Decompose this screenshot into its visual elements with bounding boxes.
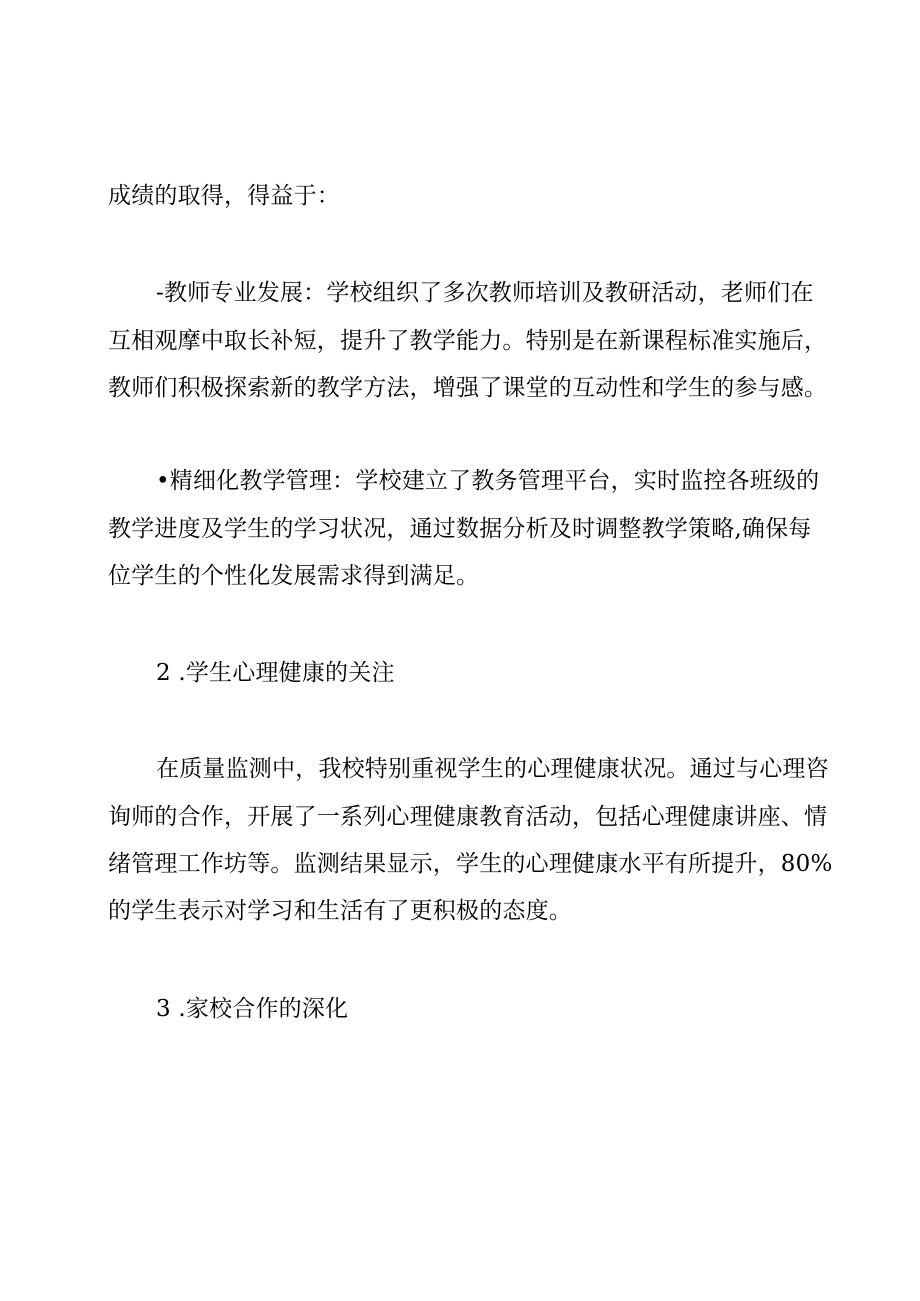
paragraph-line: 询师的合作，开展了一系列心理健康教育活动，包括心理健康讲座、情: [108, 804, 828, 830]
paragraph-line: 绪管理工作坊等。监测结果显示，学生的心理健康水平有所提升，80%: [108, 851, 833, 877]
paragraph-line: 教师们积极探索新的教学方法，增强了课堂的互动性和学生的参与感。: [108, 375, 828, 401]
paragraph-line: -教师专业发展：学校组织了多次教师培训及教研活动，老师们在: [156, 280, 814, 306]
paragraph-line: 位学生的个性化发展需求得到满足。: [108, 563, 480, 589]
paragraph-line: 的学生表示对学习和生活有了更积极的态度。: [108, 898, 572, 924]
section-3-heading: 3 .家校合作的深化: [156, 996, 349, 1022]
paragraph-line: •精细化教学管理：学校建立了教务管理平台，实时监控各班级的: [156, 468, 820, 494]
section-2-heading: 2 .学生心理健康的关注: [156, 660, 395, 686]
paragraph-line: 互相观摩中取长补短，提升了教学能力。特别是在新课程标准实施后，: [108, 328, 828, 354]
intro-line: 成绩的取得，得益于：: [108, 183, 340, 209]
paragraph-line: 教学进度及学生的学习状况，通过数据分析及时调整教学策略,确保每: [108, 516, 812, 542]
paragraph-line: 在质量监测中，我校特别重视学生的心理健康状况。通过与心理咨: [156, 756, 829, 782]
